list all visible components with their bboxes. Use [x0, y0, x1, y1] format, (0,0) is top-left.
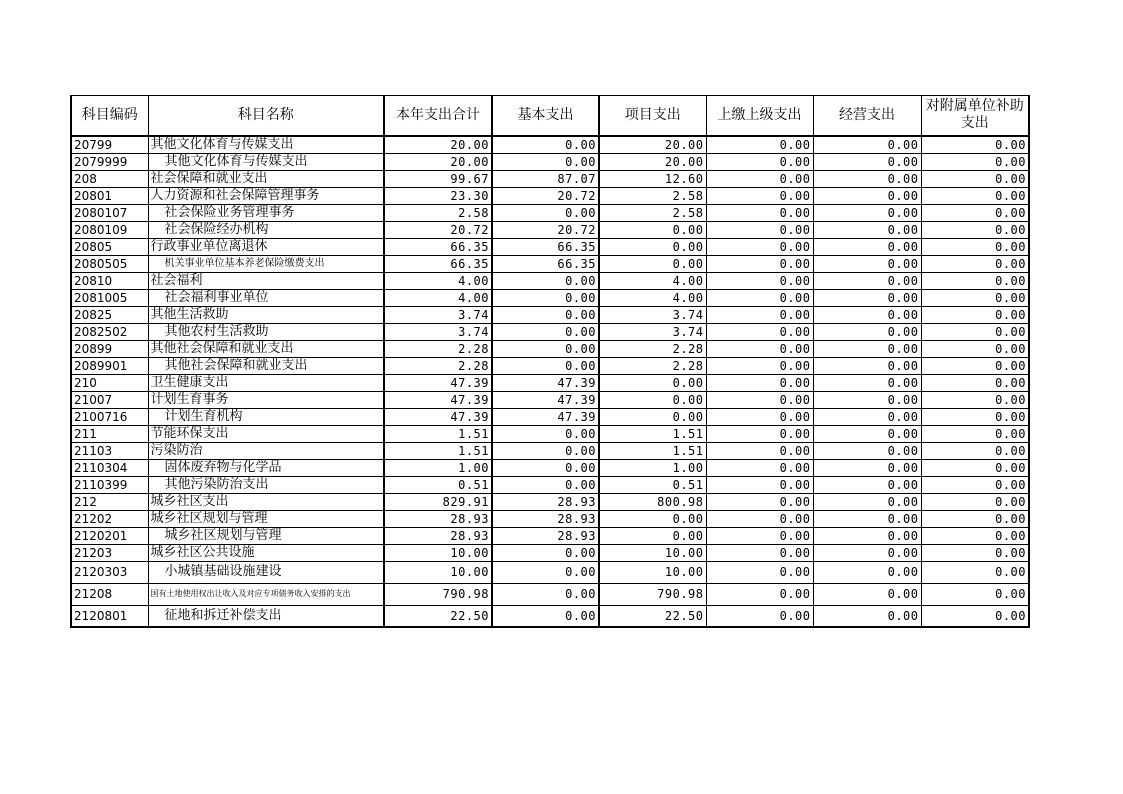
subject-name-cell: 其他社会保障和就业支出	[148, 340, 384, 357]
project-expenditure-cell: 2.58	[599, 187, 706, 204]
total-expenditure-cell: 790.98	[384, 583, 492, 605]
subject-name-cell: 国有土地使用权出让收入及对应专项债务收入安排的支出	[148, 583, 384, 605]
operating-expenditure-cell: 0.00	[813, 204, 921, 221]
table-row	[71, 561, 1029, 583]
total-expenditure-cell: 28.93	[384, 510, 492, 527]
subject-name-cell: 机关事业单位基本养老保险缴费支出	[148, 255, 384, 272]
subsidiary-subsidy-cell: 0.00	[921, 583, 1029, 605]
subsidiary-subsidy-cell: 0.00	[921, 510, 1029, 527]
operating-expenditure-cell: 0.00	[813, 476, 921, 493]
project-expenditure-cell: 800.98	[599, 493, 706, 510]
subject-code-cell: 21208	[71, 583, 148, 605]
project-expenditure-cell: 0.00	[599, 238, 706, 255]
remit-superior-cell: 0.00	[706, 170, 813, 187]
project-expenditure-cell: 0.51	[599, 476, 706, 493]
basic-expenditure-cell: 20.72	[492, 187, 599, 204]
subject-name-cell: 小城镇基础设施建设	[148, 561, 384, 583]
basic-expenditure-cell: 0.00	[492, 544, 599, 561]
project-expenditure-cell: 0.00	[599, 374, 706, 391]
subsidiary-subsidy-cell: 0.00	[921, 493, 1029, 510]
subject-code-cell: 21203	[71, 544, 148, 561]
operating-expenditure-cell: 0.00	[813, 238, 921, 255]
operating-expenditure-cell: 0.00	[813, 221, 921, 238]
total-expenditure-cell: 4.00	[384, 289, 492, 306]
subject-name-cell: 其他文化体育与传媒支出	[148, 136, 384, 154]
table-row	[71, 374, 1029, 391]
remit-superior-cell: 0.00	[706, 493, 813, 510]
operating-expenditure-cell: 0.00	[813, 605, 921, 627]
subject-code-cell: 2080107	[71, 204, 148, 221]
subject-code-cell: 20810	[71, 272, 148, 289]
basic-expenditure-cell: 0.00	[492, 583, 599, 605]
project-expenditure-cell: 0.00	[599, 510, 706, 527]
total-expenditure-cell: 28.93	[384, 527, 492, 544]
project-expenditure-cell: 20.00	[599, 153, 706, 170]
remit-superior-cell: 0.00	[706, 187, 813, 204]
table-row	[71, 289, 1029, 306]
remit-superior-cell: 0.00	[706, 583, 813, 605]
basic-expenditure-cell: 0.00	[492, 289, 599, 306]
remit-superior-cell: 0.00	[706, 136, 813, 154]
table-row	[71, 442, 1029, 459]
basic-expenditure-cell: 0.00	[492, 323, 599, 340]
total-expenditure-cell: 2.58	[384, 204, 492, 221]
subsidiary-subsidy-cell: 0.00	[921, 255, 1029, 272]
total-expenditure-cell: 829.91	[384, 493, 492, 510]
project-expenditure-cell: 0.00	[599, 391, 706, 408]
operating-expenditure-cell: 0.00	[813, 561, 921, 583]
remit-superior-cell: 0.00	[706, 306, 813, 323]
operating-expenditure-cell: 0.00	[813, 136, 921, 154]
project-expenditure-cell: 12.60	[599, 170, 706, 187]
project-expenditure-cell: 3.74	[599, 323, 706, 340]
table-header	[71, 96, 1029, 136]
subject-code-cell: 2120201	[71, 527, 148, 544]
subject-code-cell: 21103	[71, 442, 148, 459]
operating-expenditure-cell: 0.00	[813, 391, 921, 408]
remit-superior-cell: 0.00	[706, 459, 813, 476]
project-expenditure-cell: 4.00	[599, 289, 706, 306]
subsidiary-subsidy-cell: 0.00	[921, 605, 1029, 627]
subject-code-cell: 20899	[71, 340, 148, 357]
header-subject-name: 科目名称	[148, 96, 384, 136]
header-project-expenditure: 项目支出	[599, 96, 706, 136]
basic-expenditure-cell: 0.00	[492, 136, 599, 154]
operating-expenditure-cell: 0.00	[813, 583, 921, 605]
project-expenditure-cell: 1.51	[599, 425, 706, 442]
operating-expenditure-cell: 0.00	[813, 442, 921, 459]
operating-expenditure-cell: 0.00	[813, 459, 921, 476]
remit-superior-cell: 0.00	[706, 510, 813, 527]
subsidiary-subsidy-cell: 0.00	[921, 272, 1029, 289]
subsidiary-subsidy-cell: 0.00	[921, 476, 1029, 493]
subject-code-cell: 2079999	[71, 153, 148, 170]
subsidiary-subsidy-cell: 0.00	[921, 323, 1029, 340]
expenditure-table	[70, 95, 1030, 628]
header-operating-expenditure: 经营支出	[813, 96, 921, 136]
total-expenditure-cell: 3.74	[384, 323, 492, 340]
table-row	[71, 510, 1029, 527]
remit-superior-cell: 0.00	[706, 255, 813, 272]
basic-expenditure-cell: 28.93	[492, 527, 599, 544]
remit-superior-cell: 0.00	[706, 527, 813, 544]
subject-code-cell: 2110304	[71, 459, 148, 476]
subject-name-cell: 征地和拆迁补偿支出	[148, 605, 384, 627]
remit-superior-cell: 0.00	[706, 374, 813, 391]
remit-superior-cell: 0.00	[706, 153, 813, 170]
table-row	[71, 306, 1029, 323]
subject-name-cell: 社会保障和就业支出	[148, 170, 384, 187]
subject-name-cell: 社会福利事业单位	[148, 289, 384, 306]
subject-code-cell: 2100716	[71, 408, 148, 425]
table-body	[71, 136, 1029, 628]
subsidiary-subsidy-cell: 0.00	[921, 408, 1029, 425]
basic-expenditure-cell: 47.39	[492, 408, 599, 425]
table-row	[71, 459, 1029, 476]
header-remit-superior-expenditure: 上缴上级支出	[706, 96, 813, 136]
subject-name-cell: 其他文化体育与传媒支出	[148, 153, 384, 170]
subject-code-cell: 20799	[71, 136, 148, 154]
total-expenditure-cell: 47.39	[384, 391, 492, 408]
subsidiary-subsidy-cell: 0.00	[921, 357, 1029, 374]
remit-superior-cell: 0.00	[706, 408, 813, 425]
operating-expenditure-cell: 0.00	[813, 153, 921, 170]
operating-expenditure-cell: 0.00	[813, 493, 921, 510]
project-expenditure-cell: 790.98	[599, 583, 706, 605]
basic-expenditure-cell: 66.35	[492, 238, 599, 255]
total-expenditure-cell: 66.35	[384, 238, 492, 255]
operating-expenditure-cell: 0.00	[813, 170, 921, 187]
basic-expenditure-cell: 0.00	[492, 561, 599, 583]
subject-name-cell: 城乡社区公共设施	[148, 544, 384, 561]
remit-superior-cell: 0.00	[706, 442, 813, 459]
total-expenditure-cell: 99.67	[384, 170, 492, 187]
operating-expenditure-cell: 0.00	[813, 306, 921, 323]
basic-expenditure-cell: 0.00	[492, 204, 599, 221]
total-expenditure-cell: 3.74	[384, 306, 492, 323]
subsidiary-subsidy-cell: 0.00	[921, 459, 1029, 476]
project-expenditure-cell: 2.58	[599, 204, 706, 221]
total-expenditure-cell: 1.00	[384, 459, 492, 476]
basic-expenditure-cell: 0.00	[492, 272, 599, 289]
table-row	[71, 255, 1029, 272]
operating-expenditure-cell: 0.00	[813, 357, 921, 374]
table-row	[71, 425, 1029, 442]
total-expenditure-cell: 4.00	[384, 272, 492, 289]
subject-name-cell: 其他农村生活救助	[148, 323, 384, 340]
total-expenditure-cell: 2.28	[384, 357, 492, 374]
total-expenditure-cell: 20.00	[384, 136, 492, 154]
subsidiary-subsidy-cell: 0.00	[921, 204, 1029, 221]
subject-name-cell: 污染防治	[148, 442, 384, 459]
basic-expenditure-cell: 0.00	[492, 357, 599, 374]
project-expenditure-cell: 22.50	[599, 605, 706, 627]
operating-expenditure-cell: 0.00	[813, 408, 921, 425]
subsidiary-subsidy-cell: 0.00	[921, 306, 1029, 323]
project-expenditure-cell: 4.00	[599, 272, 706, 289]
subject-name-cell: 城乡社区支出	[148, 493, 384, 510]
subject-name-cell: 人力资源和社会保障管理事务	[148, 187, 384, 204]
project-expenditure-cell: 1.00	[599, 459, 706, 476]
remit-superior-cell: 0.00	[706, 391, 813, 408]
subject-name-cell: 其他污染防治支出	[148, 476, 384, 493]
subsidiary-subsidy-cell: 0.00	[921, 425, 1029, 442]
subject-name-cell: 其他生活救助	[148, 306, 384, 323]
project-expenditure-cell: 10.00	[599, 544, 706, 561]
basic-expenditure-cell: 0.00	[492, 153, 599, 170]
subsidiary-subsidy-cell: 0.00	[921, 561, 1029, 583]
basic-expenditure-cell: 0.00	[492, 459, 599, 476]
subject-code-cell: 212	[71, 493, 148, 510]
project-expenditure-cell: 2.28	[599, 357, 706, 374]
table-row	[71, 544, 1029, 561]
subject-code-cell: 21007	[71, 391, 148, 408]
subject-code-cell: 2082502	[71, 323, 148, 340]
header-basic-expenditure: 基本支出	[492, 96, 599, 136]
subsidiary-subsidy-cell: 0.00	[921, 289, 1029, 306]
remit-superior-cell: 0.00	[706, 289, 813, 306]
remit-superior-cell: 0.00	[706, 272, 813, 289]
table-row	[71, 476, 1029, 493]
table-row	[71, 408, 1029, 425]
subject-name-cell: 其他社会保障和就业支出	[148, 357, 384, 374]
operating-expenditure-cell: 0.00	[813, 527, 921, 544]
basic-expenditure-cell: 47.39	[492, 374, 599, 391]
table-row	[71, 170, 1029, 187]
project-expenditure-cell: 0.00	[599, 221, 706, 238]
subsidiary-subsidy-cell: 0.00	[921, 527, 1029, 544]
basic-expenditure-cell: 20.72	[492, 221, 599, 238]
subject-name-cell: 固体废弃物与化学品	[148, 459, 384, 476]
basic-expenditure-cell: 0.00	[492, 425, 599, 442]
subsidiary-subsidy-cell: 0.00	[921, 170, 1029, 187]
operating-expenditure-cell: 0.00	[813, 187, 921, 204]
subject-code-cell: 210	[71, 374, 148, 391]
project-expenditure-cell: 0.00	[599, 408, 706, 425]
subject-code-cell: 2089901	[71, 357, 148, 374]
total-expenditure-cell: 0.51	[384, 476, 492, 493]
project-expenditure-cell: 2.28	[599, 340, 706, 357]
remit-superior-cell: 0.00	[706, 544, 813, 561]
operating-expenditure-cell: 0.00	[813, 272, 921, 289]
basic-expenditure-cell: 0.00	[492, 605, 599, 627]
table-row	[71, 605, 1029, 627]
table-row	[71, 583, 1029, 605]
operating-expenditure-cell: 0.00	[813, 340, 921, 357]
subsidiary-subsidy-cell: 0.00	[921, 136, 1029, 154]
operating-expenditure-cell: 0.00	[813, 510, 921, 527]
total-expenditure-cell: 1.51	[384, 425, 492, 442]
table-row	[71, 340, 1029, 357]
basic-expenditure-cell: 0.00	[492, 442, 599, 459]
remit-superior-cell: 0.00	[706, 425, 813, 442]
table-row	[71, 323, 1029, 340]
table-row	[71, 221, 1029, 238]
subject-name-cell: 社会保险经办机构	[148, 221, 384, 238]
remit-superior-cell: 0.00	[706, 238, 813, 255]
total-expenditure-cell: 20.72	[384, 221, 492, 238]
subject-code-cell: 211	[71, 425, 148, 442]
basic-expenditure-cell: 47.39	[492, 391, 599, 408]
table-row	[71, 493, 1029, 510]
subsidiary-subsidy-cell: 0.00	[921, 374, 1029, 391]
operating-expenditure-cell: 0.00	[813, 425, 921, 442]
subsidiary-subsidy-cell: 0.00	[921, 391, 1029, 408]
subject-name-cell: 计划生育事务	[148, 391, 384, 408]
subject-code-cell: 2080505	[71, 255, 148, 272]
total-expenditure-cell: 1.51	[384, 442, 492, 459]
operating-expenditure-cell: 0.00	[813, 255, 921, 272]
subject-name-cell: 社会福利	[148, 272, 384, 289]
subsidiary-subsidy-cell: 0.00	[921, 238, 1029, 255]
subsidiary-subsidy-cell: 0.00	[921, 442, 1029, 459]
subject-code-cell: 20801	[71, 187, 148, 204]
project-expenditure-cell: 3.74	[599, 306, 706, 323]
subject-name-cell: 行政事业单位离退休	[148, 238, 384, 255]
operating-expenditure-cell: 0.00	[813, 323, 921, 340]
basic-expenditure-cell: 87.07	[492, 170, 599, 187]
basic-expenditure-cell: 66.35	[492, 255, 599, 272]
subsidiary-subsidy-cell: 0.00	[921, 153, 1029, 170]
table-row	[71, 187, 1029, 204]
basic-expenditure-cell: 0.00	[492, 476, 599, 493]
total-expenditure-cell: 23.30	[384, 187, 492, 204]
table-row	[71, 238, 1029, 255]
subject-code-cell: 2110399	[71, 476, 148, 493]
subsidiary-subsidy-cell: 0.00	[921, 221, 1029, 238]
project-expenditure-cell: 0.00	[599, 255, 706, 272]
total-expenditure-cell: 47.39	[384, 408, 492, 425]
subject-name-cell: 社会保险业务管理事务	[148, 204, 384, 221]
basic-expenditure-cell: 0.00	[492, 306, 599, 323]
table-row	[71, 272, 1029, 289]
remit-superior-cell: 0.00	[706, 357, 813, 374]
total-expenditure-cell: 20.00	[384, 153, 492, 170]
total-expenditure-cell: 47.39	[384, 374, 492, 391]
subject-name-cell: 城乡社区规划与管理	[148, 510, 384, 527]
project-expenditure-cell: 10.00	[599, 561, 706, 583]
subject-code-cell: 2080109	[71, 221, 148, 238]
remit-superior-cell: 0.00	[706, 605, 813, 627]
basic-expenditure-cell: 0.00	[492, 340, 599, 357]
operating-expenditure-cell: 0.00	[813, 374, 921, 391]
project-expenditure-cell: 1.51	[599, 442, 706, 459]
subject-code-cell: 20825	[71, 306, 148, 323]
header-row	[71, 96, 1029, 136]
remit-superior-cell: 0.00	[706, 476, 813, 493]
subject-code-cell: 2081005	[71, 289, 148, 306]
table-row	[71, 136, 1029, 154]
subject-name-cell: 计划生育机构	[148, 408, 384, 425]
subject-code-cell: 2120801	[71, 605, 148, 627]
table-row	[71, 153, 1029, 170]
table-row	[71, 357, 1029, 374]
total-expenditure-cell: 2.28	[384, 340, 492, 357]
remit-superior-cell: 0.00	[706, 340, 813, 357]
subject-code-cell: 21202	[71, 510, 148, 527]
table-row	[71, 204, 1029, 221]
subject-code-cell: 2120303	[71, 561, 148, 583]
subject-name-cell: 节能环保支出	[148, 425, 384, 442]
header-subsidiary-subsidy-expenditure: 对附属单位补助支出	[921, 96, 1029, 136]
table-row	[71, 527, 1029, 544]
remit-superior-cell: 0.00	[706, 221, 813, 238]
operating-expenditure-cell: 0.00	[813, 289, 921, 306]
operating-expenditure-cell: 0.00	[813, 544, 921, 561]
subject-name-cell: 城乡社区规划与管理	[148, 527, 384, 544]
total-expenditure-cell: 66.35	[384, 255, 492, 272]
remit-superior-cell: 0.00	[706, 323, 813, 340]
total-expenditure-cell: 10.00	[384, 544, 492, 561]
table-row	[71, 391, 1029, 408]
basic-expenditure-cell: 28.93	[492, 493, 599, 510]
subsidiary-subsidy-cell: 0.00	[921, 544, 1029, 561]
header-total-expenditure: 本年支出合计	[384, 96, 492, 136]
subsidiary-subsidy-cell: 0.00	[921, 187, 1029, 204]
project-expenditure-cell: 20.00	[599, 136, 706, 154]
total-expenditure-cell: 22.50	[384, 605, 492, 627]
basic-expenditure-cell: 28.93	[492, 510, 599, 527]
subject-name-cell: 卫生健康支出	[148, 374, 384, 391]
subject-code-cell: 20805	[71, 238, 148, 255]
total-expenditure-cell: 10.00	[384, 561, 492, 583]
subject-code-cell: 208	[71, 170, 148, 187]
project-expenditure-cell: 0.00	[599, 527, 706, 544]
remit-superior-cell: 0.00	[706, 204, 813, 221]
header-subject-code: 科目编码	[71, 96, 148, 136]
remit-superior-cell: 0.00	[706, 561, 813, 583]
subsidiary-subsidy-cell: 0.00	[921, 340, 1029, 357]
